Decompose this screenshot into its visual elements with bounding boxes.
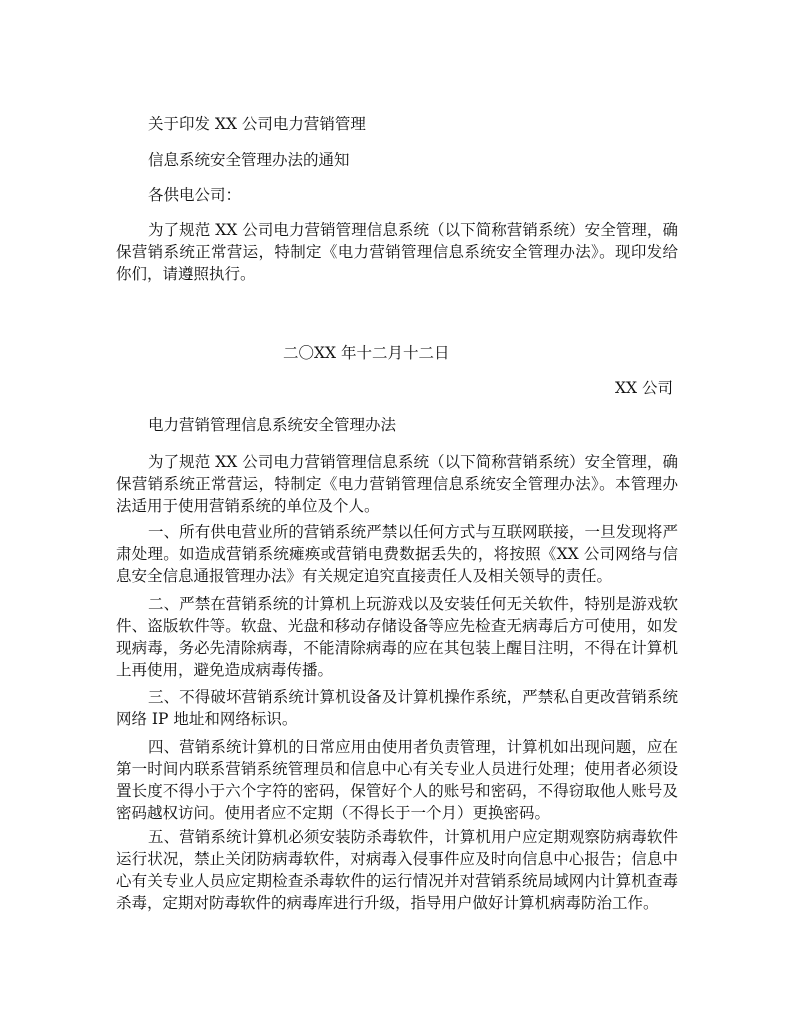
regulation-article-2: 二、严禁在营销系统的计算机上玩游戏以及安装任何无关软件，特别是游戏软件、盗版软件等。软盘、光盘和移动存储设备等应先检查无病毒后方可使用，如发现病毒，务必先清除病毒，不能清除病毒的应在其包装上醒目注明，不得在计算机上再使用，避免造成病毒传播。 (116, 595, 678, 679)
notice-title-line-2: 信息系统安全管理办法的通知 (148, 151, 350, 169)
regulation-article-3: 三、不得破坏营销系统计算机设备及计算机操作系统，严禁私自更改营销系统网络 IP 地址和网络标识。 (116, 688, 678, 728)
notice-salutation: 各供电公司： (148, 186, 242, 204)
regulation-article-5: 五、营销系统计算机必须安装防杀毒软件，计算机用户应定期观察防病毒软件运行状况，禁止关闭防病毒软件，对病毒入侵事件应及时向信息中心报告；信息中心有关专业人员应定期检查杀毒软件的运行情况并对营销系统局域网内计算机查毒杀毒，定期对防毒软件的病毒库进行升级，指导用户做好计算机病毒防治工作。 (116, 828, 678, 912)
regulation-article-4: 四、营销系统计算机的日常应用由使用者负责管理，计算机如出现问题，应在第一时间内联系营销系统管理员和信息中心有关专业人员进行处理；使用者必须设置长度不得小于六个字符的密码，保管好个人的账号和密码，不得窃取他人账号及密码越权访问。使用者应不定期（不得长于一个月）更换密码。 (116, 738, 678, 822)
regulation-article-1: 一、所有供电营业所的营销系统严禁以任何方式与互联网联接，一旦发现将严肃处理。如造成营销系统瘫痪或营销电费数据丢失的，将按照《XX 公司网络与信息安全信息通报管理办法》有关规定追究直接责任人及相关领导的责任。 (116, 523, 678, 585)
regulation-title: 电力营销管理信息系统安全管理办法 (148, 416, 397, 434)
notice-body: 为了规范 XX 公司电力营销管理信息系统（以下简称营销系统）安全管理，确保营销系统正常营运，特制定《电力营销管理信息系统安全管理办法》。现印发给你们，请遵照执行。 (116, 221, 678, 283)
notice-title-line-1: 关于印发 XX 公司电力营销管理 (148, 115, 366, 133)
notice-date: 二〇XX 年十二月十二日 (283, 344, 450, 362)
notice-issuer: XX 公司 (615, 379, 673, 397)
regulation-intro: 为了规范 XX 公司电力营销管理信息系统（以下简称营销系统）安全管理，确保营销系统正常营运，特制定《电力营销管理信息系统安全管理办法》。本管理办法适用于使用营销系统的单位及个人。 (116, 453, 678, 515)
